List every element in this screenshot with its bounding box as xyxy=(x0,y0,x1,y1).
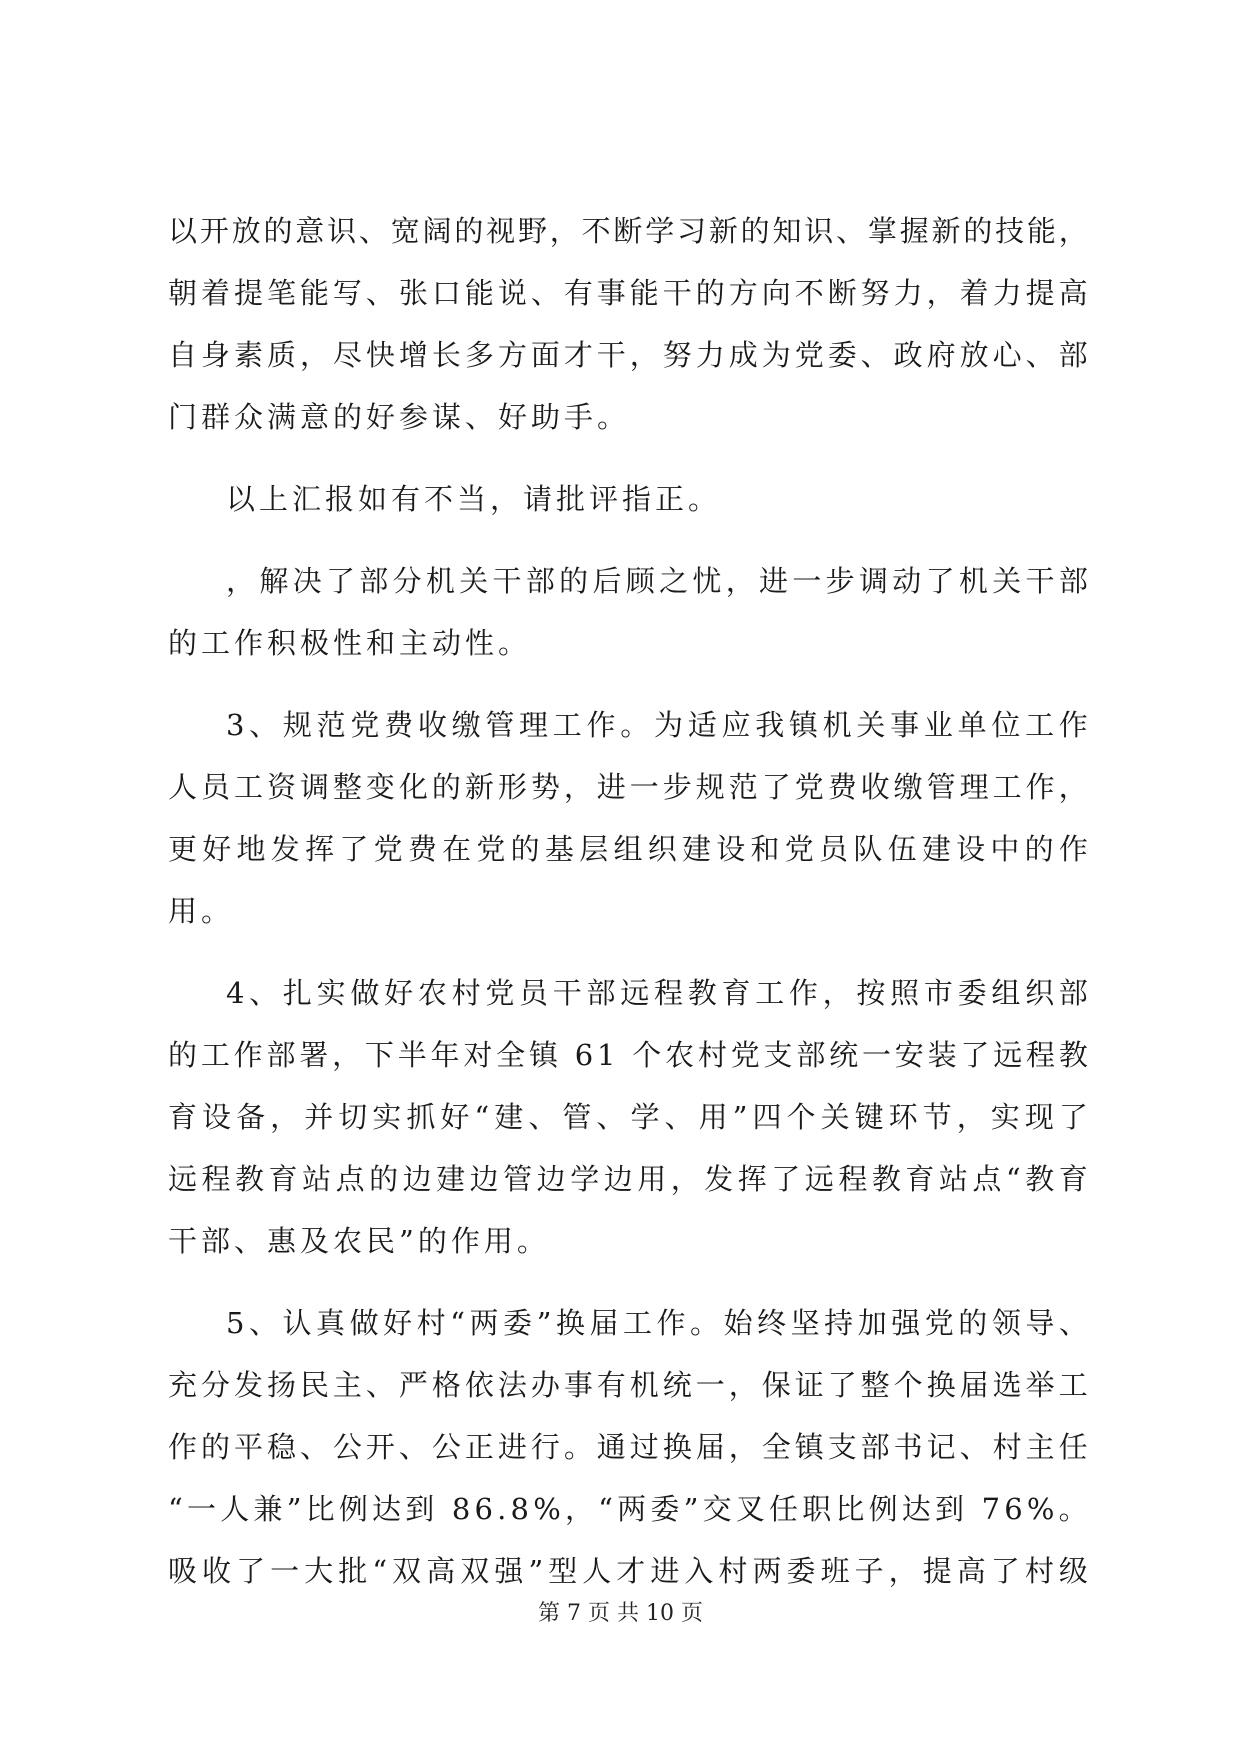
text-line: 3 、 规 范 党 费 收 缴 管 理 工 作 。 为 适 应 我 镇 机 关 事 业 单 位 工 作 xyxy=(226,708,1088,742)
paragraph xyxy=(168,694,1088,942)
paragraph xyxy=(168,962,1088,1272)
text-line: 干部、惠及农民”的作用。 xyxy=(168,1224,550,1258)
text-line: 用。 xyxy=(168,894,235,928)
paragraph xyxy=(168,200,1088,448)
text-line: 吸 收 了 一 大 批 “ 双 高 双 强 ” 型 人 才 进 入 村 两 委 班 子 ， 提 高 了 村 级 xyxy=(168,1554,1088,1588)
text-line: ， 解 决 了 部 分 机 关 干 部 的 后 顾 之 忧 ， 进 一 步 调 动 了 机 关 干 部 xyxy=(226,564,1088,598)
text-line: 作 的 平 稳 、 公 开 、 公 正 进 行 。 通 过 换 届 ， 全 镇 支 部 书 记 、 村 主 任 xyxy=(168,1430,1088,1464)
text-line: 朝 着 提 笔 能 写 、 张 口 能 说 、 有 事 能 干 的 方 向 不 断 努 力 ， 着 力 提 高 xyxy=(168,276,1088,310)
text-line: 远 程 教 育 站 点 的 边 建 边 管 边 学 边 用 ， 发 挥 了 远 程 教 育 站 点 “ 教 育 xyxy=(168,1162,1088,1196)
text-line: 门群众满意的好参谋、好助手。 xyxy=(168,400,631,434)
body-text xyxy=(168,200,1088,1602)
page-number-footer: 第 7 页 共 10 页 xyxy=(538,1601,703,1626)
text-line: 5 、 认 真 做 好 村 “ 两 委 ” 换 届 工 作 。 始 终 坚 持 加 强 党 的 领 导 、 xyxy=(226,1306,1088,1340)
text-line: 的 工 作 部 署 ， 下 半 年 对 全 镇 6 1 个 农 村 党 支 部 统 一 安 装 了 远 程 教 xyxy=(168,1038,1088,1072)
paragraph xyxy=(168,550,1088,674)
text-line: 以 开 放 的 意 识 、 宽 阔 的 视 野 ， 不 断 学 习 新 的 知 识 、 掌 握 新 的 技 能 ， xyxy=(168,214,1088,248)
text-line: 育 设 备 ， 并 切 实 抓 好 “ 建 、 管 、 学 、 用 ” 四 个 关 键 环 节 ， 实 现 了 xyxy=(168,1100,1088,1134)
text-line: 人 员 工 资 调 整 变 化 的 新 形 势 ， 进 一 步 规 范 了 党 费 收 缴 管 理 工 作 ， xyxy=(168,770,1088,804)
text-line: 以上汇报如有不当，请批评指正。 xyxy=(226,482,722,516)
text-line: 4 、 扎 实 做 好 农 村 党 员 干 部 远 程 教 育 工 作 ， 按 照 市 委 组 织 部 xyxy=(226,976,1088,1010)
text-line: “ 一 人 兼 ” 比 例 达 到 8 6 . 8 % ， “ 两 委 ” 交 叉 任 职 比 例 达 到 7 6 % 。 xyxy=(168,1492,1088,1526)
text-line: 的工作积极性和主动性。 xyxy=(168,626,532,660)
text-line: 充 分 发 扬 民 主 、 严 格 依 法 办 事 有 机 统 一 ， 保 证 了 整 个 换 届 选 举 工 xyxy=(168,1368,1088,1402)
paragraph xyxy=(168,468,1088,530)
text-line: 更 好 地 发 挥 了 党 费 在 党 的 基 层 组 织 建 设 和 党 员 队 伍 建 设 中 的 作 xyxy=(168,832,1088,866)
text-line: 自 身 素 质 ， 尽 快 增 长 多 方 面 才 干 ， 努 力 成 为 党 委 、 政 府 放 心 、 部 xyxy=(168,338,1088,372)
paragraph xyxy=(168,1292,1088,1602)
